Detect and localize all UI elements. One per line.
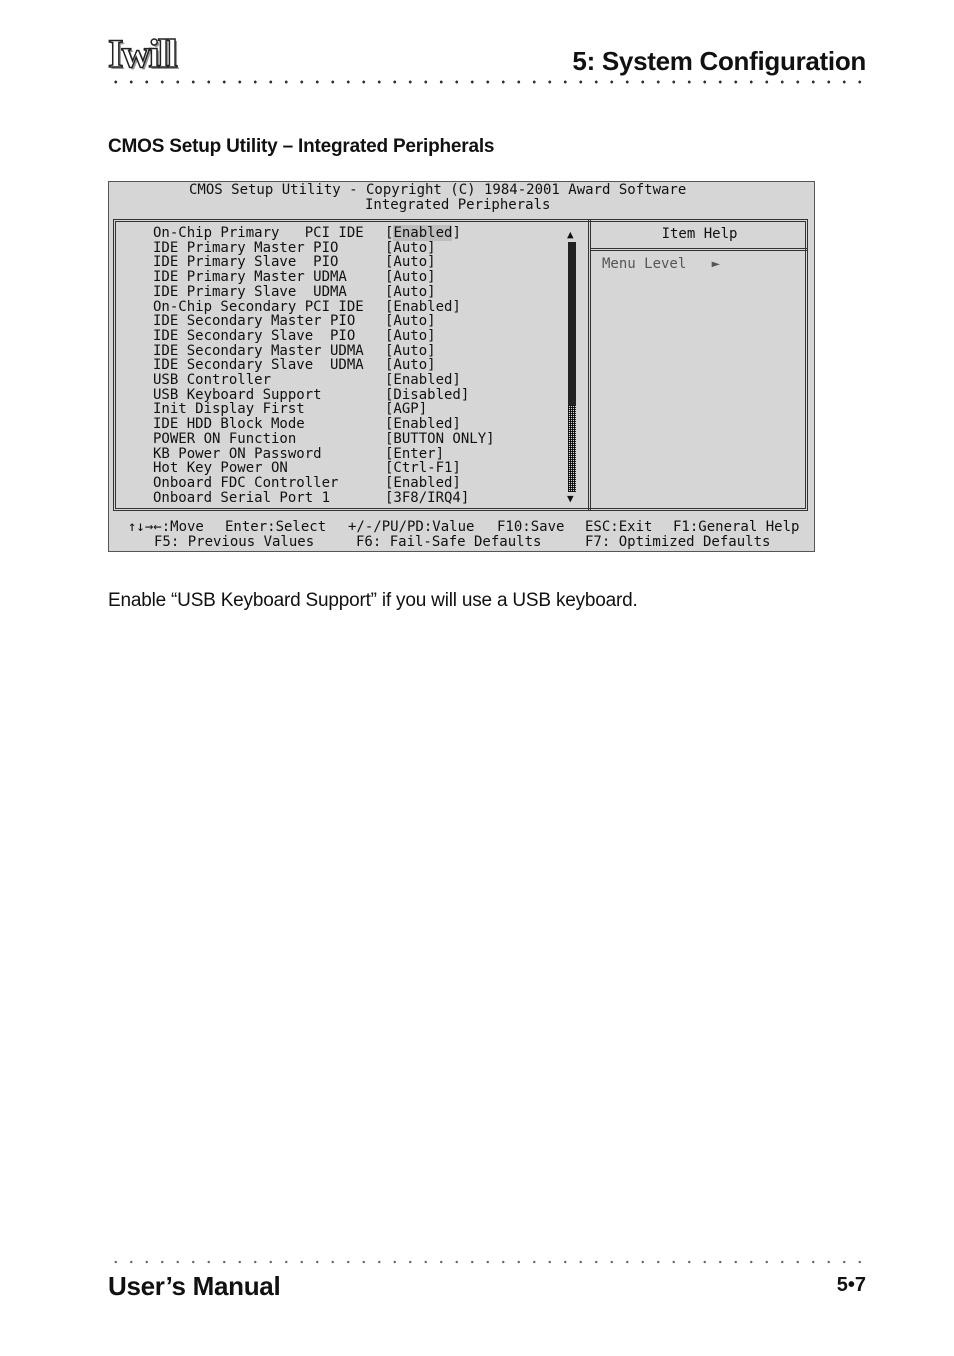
scroll-down-arrow-icon[interactable]: ▼ [567,492,574,505]
setting-value[interactable]: [Auto] [385,327,436,344]
setting-value[interactable]: [Enabled] [385,298,461,315]
setting-value[interactable]: [Enabled] [385,474,461,491]
key-help-item: F6: Fail-Safe Defaults [356,534,542,550]
bios-panel-divider [588,219,591,511]
setting-label: IDE HDD Block Mode [153,416,305,433]
setting-label: Init Display First [153,401,305,418]
setting-label: IDE Secondary Slave UDMA [153,357,364,374]
key-help-item: Enter:Select [225,519,327,535]
footer-dotted-rule [108,1260,866,1264]
setting-value[interactable]: [Auto] [385,342,436,359]
help-header-rule [591,248,808,251]
bios-screen [108,181,815,552]
setting-label: On-Chip Secondary PCI IDE [153,298,364,315]
setting-label: IDE Primary Slave PIO [153,254,339,271]
key-help-item: F1:General Help [673,519,800,535]
key-help-item: +/-/PU/PD:Value [348,519,475,535]
scrollbar-track [568,405,576,492]
setting-value[interactable]: [Auto] [385,254,436,271]
key-help-item: F5: Previous Values [154,534,315,550]
setting-label: POWER ON Function [153,430,297,447]
setting-label: IDE Secondary Slave PIO [153,327,356,344]
bios-title-line1: CMOS Setup Utility - Copyright (C) 1984-2001 Award Software [189,182,687,198]
chapter-title: 5: System Configuration [572,46,866,76]
scrollbar-thumb[interactable] [568,242,576,405]
setting-value[interactable]: [Auto] [385,269,436,286]
selected-value-highlight[interactable]: Enabled [393,225,453,241]
setting-value[interactable]: [Auto] [385,239,436,256]
key-help-item: ↑↓→←:Move [128,519,204,535]
setting-label: On-Chip Primary PCI IDE [153,225,364,241]
setting-label: IDE Primary Slave UDMA [153,283,347,300]
setting-label: Onboard Serial Port 1 [153,489,331,506]
iwill-logo: Iwill [108,31,176,76]
setting-value[interactable]: [Ctrl-F1] [385,460,461,477]
manual-title: User’s Manual [108,1271,281,1301]
scrollbar[interactable] [568,242,576,492]
setting-label: USB Keyboard Support [153,386,322,403]
setting-value[interactable]: [AGP] [385,401,428,418]
bios-title-line2: Integrated Peripherals [365,197,551,213]
key-help-item: ESC:Exit [585,519,653,535]
setting-label: IDE Secondary Master UDMA [153,342,364,359]
setting-label: Hot Key Power ON [153,460,288,477]
key-help-item: F7: Optimized Defaults [585,534,771,550]
scroll-up-arrow-icon[interactable]: ▲ [567,228,574,241]
setting-label: IDE Primary Master PIO [153,239,339,256]
setting-value[interactable]: [Auto] [385,283,436,300]
menu-level-indicator: Menu Level ► [602,256,721,272]
header-dotted-rule [108,80,866,84]
item-help-title: Item Help [661,226,738,242]
section-heading: CMOS Setup Utility – Integrated Peripherals [108,136,495,157]
setting-label: USB Controller [153,372,272,388]
setting-value[interactable]: [Enter] [385,445,445,462]
setting-value[interactable]: [BUTTON ONLY] [385,430,495,447]
setting-value[interactable]: [3F8/IRQ4] [385,489,470,506]
setting-label: IDE Primary Master UDMA [153,269,347,286]
setting-value[interactable]: [Enabled] [385,372,461,388]
page-number: 5•7 [836,1274,866,1296]
setting-value[interactable]: [Auto] [385,313,436,330]
body-paragraph: Enable “USB Keyboard Support” if you will use a USB keyboard. [108,590,638,611]
key-help-item: F10:Save [497,519,565,535]
setting-label: Onboard FDC Controller [153,474,339,491]
setting-value[interactable]: [Enabled] [385,416,461,433]
setting-value[interactable]: [Disabled] [385,386,470,403]
setting-value[interactable]: [Enabled] [385,225,461,241]
setting-label: IDE Secondary Master PIO [153,313,356,330]
setting-value[interactable]: [Auto] [385,357,436,374]
setting-label: KB Power ON Password [153,445,322,462]
